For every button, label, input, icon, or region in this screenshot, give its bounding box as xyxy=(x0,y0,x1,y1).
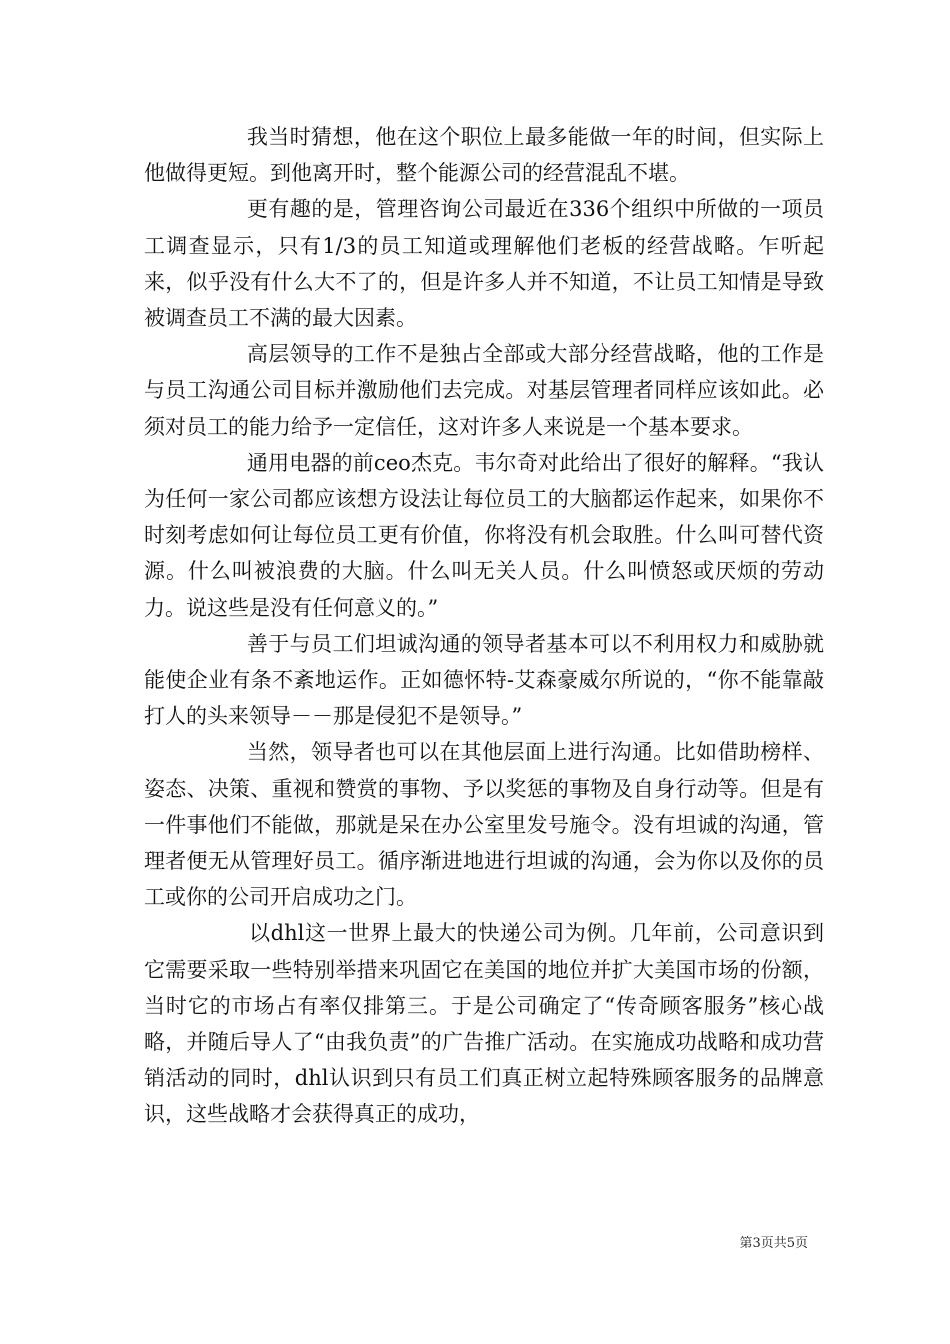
paragraph-5: 善于与员工们坦诚沟通的领导者基本可以不利用权力和威胁就能使企业有条不紊地运作。正如德怀特-艾森豪威尔所说的，“你不能靠敲打人的头来领导－－那是侵犯不是领导。” xyxy=(144,631,824,729)
paragraph-7: 以dhl这一世界上最大的快递公司为例。几年前，公司意识到它需要采取一些特别举措来巩固它在美国的地位并扩大美国市场的份额，当时它的市场占有率仅排第三。于是公司确定了“传奇顾客服务”核心战略，并随后导人了“由我负责”的广告推广活动。在实施成功战略和成功营销活动的同时，dhl认识到只有员工们真正树立起特殊顾客服务的品牌意识，这些战略才会获得真正的成功， xyxy=(144,921,824,1127)
paragraph-6: 当然，领导者也可以在其他层面上进行沟通。比如借助榜样、姿态、决策、重视和赞赏的事物、予以奖惩的事物及自身行动等。但是有一件事他们不能做，那就是呆在办公室里发号施令。没有坦诚的沟通，管理者便无从管理好员工。循序渐进地进行坦诚的沟通，会为你以及你的员工或你的公司开启成功之门。 xyxy=(144,740,824,910)
page-number-footer: 第3页共5页 xyxy=(739,1236,808,1251)
paragraph-3: 高层领导的工作不是独占全部或大部分经营战略，他的工作是与员工沟通公司目标并激励他们去完成。对基层管理者同样应该如此。必须对员工的能力给予一定信任，这对许多人来说是一个基本要求。 xyxy=(144,342,824,439)
paragraph-2: 更有趣的是，管理咨询公司最近在336个组织中所做的一项员工调查显示，只有1/3的员工知道或理解他们老板的经营战略。乍听起来，似乎没有什么大不了的，但是许多人并不知道，不让员工知情是导致被调查员工不满的最大因素。 xyxy=(144,197,824,331)
paragraph-4: 通用电器的前ceo杰克。韦尔奇对此给出了很好的解释。“我认为任何一家公司都应该想方设法让每位员工的大脑都运作起来，如果你不时刻考虑如何让每位员工更有价值，你将没有机会取胜。什么叫可替代资源。什么叫被浪费的大脑。什么叫无关人员。什么叫愤怒或厌烦的劳动力。说这些是没有任何意义的。” xyxy=(144,450,824,620)
document-body xyxy=(144,119,824,1133)
paragraph-1: 我当时猜想，他在这个职位上最多能做一年的时间，但实际上他做得更短。到他离开时，整个能源公司的经营混乱不堪。 xyxy=(144,125,824,186)
